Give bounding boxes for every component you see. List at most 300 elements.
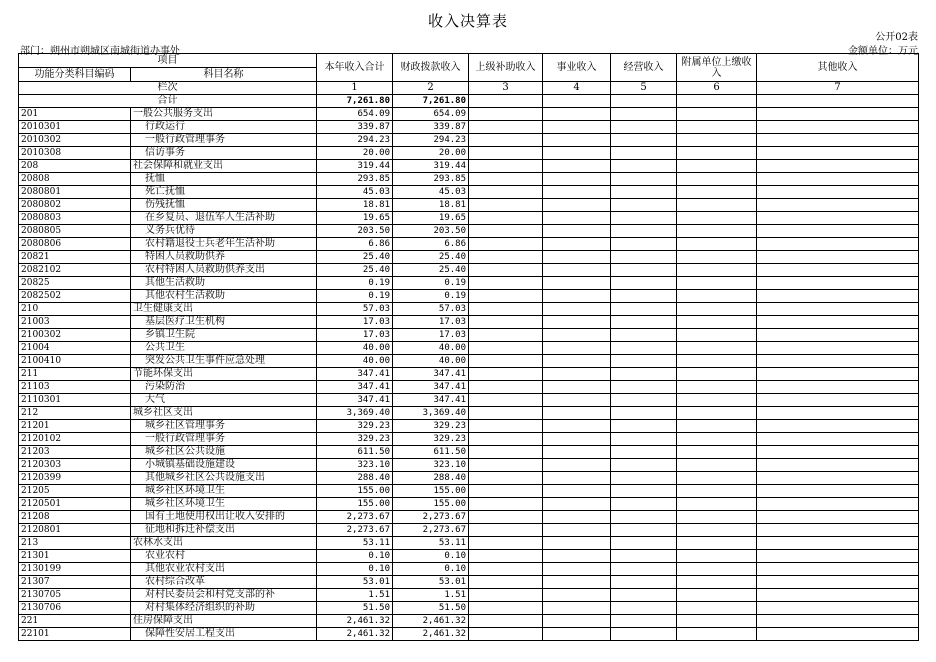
table-row — [19, 316, 919, 329]
row-code: 2120102 — [19, 433, 131, 446]
row-empty-cell — [757, 498, 919, 511]
row-empty-cell — [469, 485, 543, 498]
table-row — [19, 498, 919, 511]
row-name: 死亡抚恤 — [131, 186, 317, 199]
row-code: 2082502 — [19, 290, 131, 303]
row-empty-cell — [611, 511, 677, 524]
row-empty-cell — [757, 446, 919, 459]
row-empty-cell — [543, 602, 611, 615]
row-empty-cell — [611, 498, 677, 511]
lanci-1: 1 — [317, 82, 393, 95]
row-empty-cell — [757, 251, 919, 264]
row-total: 17.03 — [317, 329, 393, 342]
row-name: 特困人员救助供养 — [131, 251, 317, 264]
table-row — [19, 264, 919, 277]
row-empty-cell — [757, 433, 919, 446]
row-empty-cell — [757, 342, 919, 355]
table-row — [19, 394, 919, 407]
row-empty-cell — [611, 563, 677, 576]
row-name: 对村集体经济组织的补助 — [131, 602, 317, 615]
table-row — [19, 511, 919, 524]
row-fiscal: 347.41 — [393, 381, 469, 394]
row-empty-cell — [757, 134, 919, 147]
row-code: 211 — [19, 368, 131, 381]
row-total: 293.85 — [317, 173, 393, 186]
row-empty-cell — [469, 134, 543, 147]
row-name: 城乡社区环境卫生 — [131, 485, 317, 498]
lanci-6: 6 — [677, 82, 757, 95]
row-total: 25.40 — [317, 251, 393, 264]
row-empty-cell — [677, 251, 757, 264]
row-empty-cell — [677, 433, 757, 446]
row-fiscal: 329.23 — [393, 433, 469, 446]
row-empty-cell — [469, 199, 543, 212]
row-empty-cell — [677, 563, 757, 576]
row-fiscal: 0.10 — [393, 550, 469, 563]
row-empty-cell — [469, 173, 543, 186]
row-empty-cell — [677, 160, 757, 173]
row-fiscal: 203.50 — [393, 225, 469, 238]
row-fiscal: 17.03 — [393, 316, 469, 329]
row-empty-cell — [469, 381, 543, 394]
row-empty-cell — [757, 589, 919, 602]
row-total: 2,273.67 — [317, 511, 393, 524]
table-row — [19, 160, 919, 173]
page-title: 收入决算表 — [427, 12, 508, 30]
row-empty-cell — [469, 576, 543, 589]
row-total: 0.10 — [317, 563, 393, 576]
row-total: 40.00 — [317, 342, 393, 355]
row-code: 21301 — [19, 550, 131, 563]
header-col6: 附属单位上缴收入 — [677, 54, 757, 82]
row-empty-cell — [543, 277, 611, 290]
row-code: 2010308 — [19, 147, 131, 160]
row-empty-cell — [757, 407, 919, 420]
row-empty-cell — [611, 589, 677, 602]
row-fiscal: 293.85 — [393, 173, 469, 186]
row-empty-cell — [757, 225, 919, 238]
row-empty-cell — [469, 446, 543, 459]
row-empty-cell — [677, 381, 757, 394]
row-name: 其他城乡社区公共设施支出 — [131, 472, 317, 485]
table-row — [19, 290, 919, 303]
row-empty-cell — [677, 212, 757, 225]
table-row — [19, 277, 919, 290]
row-empty-cell — [543, 511, 611, 524]
row-empty-cell — [543, 576, 611, 589]
row-empty-cell — [543, 173, 611, 186]
row-empty-cell — [677, 446, 757, 459]
row-empty-cell — [611, 537, 677, 550]
row-fiscal: 57.03 — [393, 303, 469, 316]
row-empty-cell — [757, 238, 919, 251]
table-row — [19, 173, 919, 186]
row-name: 义务兵优待 — [131, 225, 317, 238]
row-fiscal: 51.50 — [393, 602, 469, 615]
row-name: 城乡社区环境卫生 — [131, 498, 317, 511]
row-name: 突发公共卫生事件应急处理 — [131, 355, 317, 368]
row-fiscal: 6.86 — [393, 238, 469, 251]
row-name: 抚恤 — [131, 173, 317, 186]
row-code: 2130705 — [19, 589, 131, 602]
row-empty-cell — [611, 108, 677, 121]
row-empty-cell — [543, 446, 611, 459]
row-empty-cell — [469, 303, 543, 316]
row-empty-cell — [611, 238, 677, 251]
row-empty-cell — [677, 199, 757, 212]
row-empty-cell — [611, 329, 677, 342]
row-empty-cell — [611, 303, 677, 316]
row-empty-cell — [677, 368, 757, 381]
row-total: 339.87 — [317, 121, 393, 134]
row-fiscal: 0.10 — [393, 563, 469, 576]
row-fiscal: 339.87 — [393, 121, 469, 134]
row-empty-cell — [543, 290, 611, 303]
row-empty-cell — [469, 264, 543, 277]
table-row — [19, 563, 919, 576]
row-empty-cell — [543, 264, 611, 277]
row-empty-cell — [677, 602, 757, 615]
row-empty-cell — [677, 420, 757, 433]
row-empty-cell — [757, 381, 919, 394]
row-empty-cell — [469, 108, 543, 121]
row-name: 卫生健康支出 — [131, 303, 317, 316]
row-empty-cell — [677, 615, 757, 628]
row-empty-cell — [757, 329, 919, 342]
row-empty-cell — [469, 498, 543, 511]
row-empty-cell — [543, 147, 611, 160]
row-name: 信访事务 — [131, 147, 317, 160]
row-empty-cell — [757, 355, 919, 368]
row-code: 2100410 — [19, 355, 131, 368]
row-total: 45.03 — [317, 186, 393, 199]
row-empty-cell — [677, 550, 757, 563]
row-fiscal: 45.03 — [393, 186, 469, 199]
amount-unit-label: 金额单位：万元 — [848, 46, 918, 57]
header-col1: 本年收入合计 — [317, 54, 393, 82]
row-empty-cell — [469, 290, 543, 303]
row-empty-cell — [611, 394, 677, 407]
row-code: 2120501 — [19, 498, 131, 511]
row-empty-cell — [469, 420, 543, 433]
table-row — [19, 446, 919, 459]
row-total: 25.40 — [317, 264, 393, 277]
row-fiscal: 53.11 — [393, 537, 469, 550]
row-empty-cell — [611, 199, 677, 212]
lanci-7: 7 — [757, 82, 919, 95]
row-name: 其他生活救助 — [131, 277, 317, 290]
row-empty-cell — [469, 602, 543, 615]
row-name: 节能环保支出 — [131, 368, 317, 381]
table-row — [19, 121, 919, 134]
row-empty-cell — [611, 121, 677, 134]
row-fiscal: 654.09 — [393, 108, 469, 121]
total-label: 合计 — [19, 95, 317, 108]
row-total: 40.00 — [317, 355, 393, 368]
row-name: 农村特困人员救助供养支出 — [131, 264, 317, 277]
row-code: 21208 — [19, 511, 131, 524]
row-empty-cell — [469, 615, 543, 628]
table-row — [19, 199, 919, 212]
table-row — [19, 459, 919, 472]
row-total: 347.41 — [317, 368, 393, 381]
row-empty-cell — [677, 485, 757, 498]
row-empty-cell — [757, 290, 919, 303]
row-empty-cell — [543, 160, 611, 173]
row-empty-cell — [611, 316, 677, 329]
table-row — [19, 108, 919, 121]
table-row — [19, 485, 919, 498]
row-code: 21003 — [19, 316, 131, 329]
row-empty-cell — [469, 212, 543, 225]
row-empty-cell — [757, 303, 919, 316]
row-total: 319.44 — [317, 160, 393, 173]
row-empty-cell — [757, 615, 919, 628]
row-empty-cell — [611, 134, 677, 147]
row-empty-cell — [757, 277, 919, 290]
row-empty-cell — [677, 316, 757, 329]
row-empty-cell — [677, 173, 757, 186]
table-row — [19, 420, 919, 433]
row-fiscal: 294.23 — [393, 134, 469, 147]
table-row — [19, 433, 919, 446]
row-empty-cell — [611, 251, 677, 264]
row-code: 21205 — [19, 485, 131, 498]
table-row — [19, 134, 919, 147]
row-name: 在乡复员、退伍军人生活补助 — [131, 212, 317, 225]
row-name: 一般行政管理事务 — [131, 433, 317, 446]
total-col1: 7,261.80 — [317, 95, 393, 108]
row-empty-cell — [611, 576, 677, 589]
row-empty-cell — [757, 537, 919, 550]
row-empty-cell — [611, 407, 677, 420]
row-total: 53.01 — [317, 576, 393, 589]
row-empty-cell — [543, 524, 611, 537]
table-row — [19, 303, 919, 316]
row-name: 农业农村 — [131, 550, 317, 563]
row-fiscal: 2,461.32 — [393, 628, 469, 641]
row-name: 大气 — [131, 394, 317, 407]
row-fiscal: 17.03 — [393, 329, 469, 342]
row-name: 小城镇基础设施建设 — [131, 459, 317, 472]
row-empty-cell — [611, 277, 677, 290]
row-total: 2,461.32 — [317, 628, 393, 641]
row-name: 城乡社区公共设施 — [131, 446, 317, 459]
row-empty-cell — [469, 433, 543, 446]
row-empty-cell — [677, 225, 757, 238]
department-label: 部门：朔州市朔城区南城街道办事处 — [20, 46, 180, 57]
row-empty-cell — [757, 550, 919, 563]
row-total: 347.41 — [317, 381, 393, 394]
table-row — [19, 381, 919, 394]
row-empty-cell — [677, 589, 757, 602]
row-code: 2100302 — [19, 329, 131, 342]
row-empty-cell — [611, 186, 677, 199]
row-code: 2080802 — [19, 199, 131, 212]
row-code: 20821 — [19, 251, 131, 264]
row-empty-cell — [469, 225, 543, 238]
row-name: 基层医疗卫生机构 — [131, 316, 317, 329]
row-empty-cell — [677, 329, 757, 342]
table-row — [19, 342, 919, 355]
row-empty-cell — [677, 277, 757, 290]
row-empty-cell — [469, 537, 543, 550]
row-code: 201 — [19, 108, 131, 121]
row-empty-cell — [757, 628, 919, 641]
row-name: 社会保障和就业支出 — [131, 160, 317, 173]
row-code: 2120801 — [19, 524, 131, 537]
table-row — [19, 615, 919, 628]
row-name: 农林水支出 — [131, 537, 317, 550]
row-total: 288.40 — [317, 472, 393, 485]
row-code: 21201 — [19, 420, 131, 433]
row-name: 一般行政管理事务 — [131, 134, 317, 147]
row-total: 0.10 — [317, 550, 393, 563]
table-row — [19, 537, 919, 550]
row-empty-cell — [543, 121, 611, 134]
row-empty-cell — [469, 524, 543, 537]
row-empty-cell — [543, 420, 611, 433]
row-empty-cell — [469, 589, 543, 602]
row-empty-cell — [677, 290, 757, 303]
row-empty-cell — [469, 394, 543, 407]
row-name: 乡镇卫生院 — [131, 329, 317, 342]
row-fiscal: 2,273.67 — [393, 524, 469, 537]
row-empty-cell — [611, 615, 677, 628]
row-empty-cell — [757, 459, 919, 472]
row-empty-cell — [543, 134, 611, 147]
row-total: 2,461.32 — [317, 615, 393, 628]
row-empty-cell — [469, 355, 543, 368]
row-empty-cell — [611, 472, 677, 485]
row-empty-cell — [757, 511, 919, 524]
row-empty-cell — [469, 550, 543, 563]
row-empty-cell — [757, 472, 919, 485]
row-name: 城乡社区支出 — [131, 407, 317, 420]
row-total: 0.19 — [317, 277, 393, 290]
row-empty-cell — [677, 407, 757, 420]
row-name: 城乡社区管理事务 — [131, 420, 317, 433]
row-total: 3,369.40 — [317, 407, 393, 420]
row-empty-cell — [757, 160, 919, 173]
row-code: 21307 — [19, 576, 131, 589]
row-empty-cell — [611, 290, 677, 303]
row-empty-cell — [469, 329, 543, 342]
row-empty-cell — [757, 108, 919, 121]
row-total: 155.00 — [317, 485, 393, 498]
table-row — [19, 238, 919, 251]
row-code: 2080805 — [19, 225, 131, 238]
row-empty-cell — [469, 342, 543, 355]
row-empty-cell — [543, 394, 611, 407]
row-total: 294.23 — [317, 134, 393, 147]
table-row — [19, 186, 919, 199]
row-code: 2130706 — [19, 602, 131, 615]
row-empty-cell — [543, 628, 611, 641]
row-empty-cell — [543, 459, 611, 472]
row-fiscal: 25.40 — [393, 251, 469, 264]
row-code: 21004 — [19, 342, 131, 355]
row-empty-cell — [611, 602, 677, 615]
row-name: 国有土地使用权出让收入安排的 — [131, 511, 317, 524]
row-code: 2130199 — [19, 563, 131, 576]
row-empty-cell — [611, 212, 677, 225]
row-total: 6.86 — [317, 238, 393, 251]
row-fiscal: 3,369.40 — [393, 407, 469, 420]
row-name: 保障性安居工程支出 — [131, 628, 317, 641]
row-empty-cell — [469, 186, 543, 199]
row-empty-cell — [469, 160, 543, 173]
row-empty-cell — [611, 524, 677, 537]
row-empty-cell — [757, 576, 919, 589]
row-empty-cell — [677, 264, 757, 277]
row-empty-cell — [469, 316, 543, 329]
row-empty-cell — [757, 394, 919, 407]
row-empty-cell — [543, 563, 611, 576]
table-row — [19, 472, 919, 485]
row-total: 18.81 — [317, 199, 393, 212]
lanci-5: 5 — [611, 82, 677, 95]
row-empty-cell — [611, 433, 677, 446]
row-empty-cell — [543, 316, 611, 329]
row-empty-cell — [611, 628, 677, 641]
row-empty-cell — [611, 355, 677, 368]
row-empty-cell — [543, 329, 611, 342]
row-code: 221 — [19, 615, 131, 628]
header-col4: 事业收入 — [543, 54, 611, 82]
row-total: 203.50 — [317, 225, 393, 238]
table-row — [19, 628, 919, 641]
header-col5: 经营收入 — [611, 54, 677, 82]
header-name: 科目名称 — [131, 68, 317, 82]
row-name: 住房保障支出 — [131, 615, 317, 628]
row-fiscal: 19.65 — [393, 212, 469, 225]
row-empty-cell — [543, 212, 611, 225]
lanci-2: 2 — [393, 82, 469, 95]
row-total: 20.00 — [317, 147, 393, 160]
revenue-table — [18, 53, 919, 641]
row-empty-cell — [543, 537, 611, 550]
row-total: 0.19 — [317, 290, 393, 303]
row-empty-cell — [757, 524, 919, 537]
form-number: 公开02表 — [875, 32, 918, 43]
table-row — [19, 368, 919, 381]
row-total: 51.50 — [317, 602, 393, 615]
row-total: 329.23 — [317, 420, 393, 433]
row-empty-cell — [677, 134, 757, 147]
row-empty-cell — [611, 420, 677, 433]
row-empty-cell — [469, 511, 543, 524]
row-empty-cell — [543, 498, 611, 511]
row-empty-cell — [677, 537, 757, 550]
row-empty-cell — [611, 368, 677, 381]
row-empty-cell — [469, 472, 543, 485]
header-item: 项目 — [19, 54, 317, 68]
row-code: 2010301 — [19, 121, 131, 134]
row-empty-cell — [757, 563, 919, 576]
row-total: 53.11 — [317, 537, 393, 550]
row-empty-cell — [677, 342, 757, 355]
row-empty-cell — [469, 277, 543, 290]
row-empty-cell — [611, 459, 677, 472]
row-empty-cell — [543, 485, 611, 498]
row-fiscal: 1.51 — [393, 589, 469, 602]
table-row — [19, 212, 919, 225]
row-empty-cell — [543, 589, 611, 602]
row-empty-cell — [543, 615, 611, 628]
row-empty-cell — [757, 316, 919, 329]
row-fiscal: 288.40 — [393, 472, 469, 485]
